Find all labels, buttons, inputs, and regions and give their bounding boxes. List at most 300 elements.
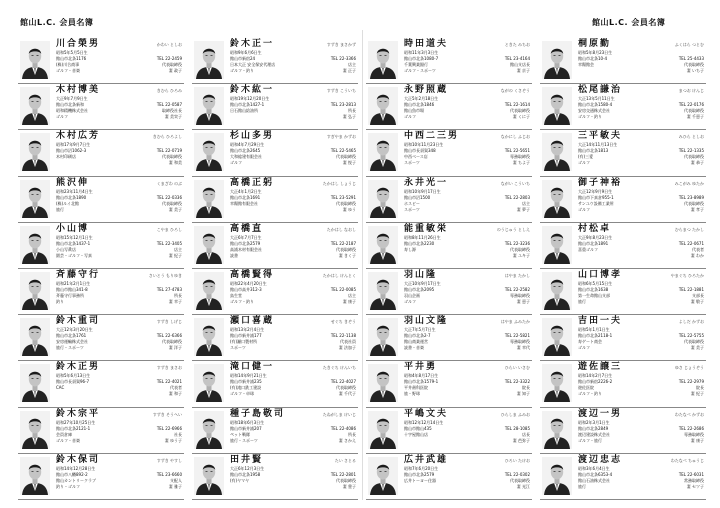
member-company: ペット戦隊 <box>230 431 250 437</box>
member-address: 館山市北条2230 <box>404 240 435 246</box>
member-entry <box>192 454 358 500</box>
member-spouse: 妻 セツ子 <box>686 483 704 489</box>
member-name-reading: はやま ふみたか <box>500 319 530 325</box>
member-company: 昭和精機株式会社 <box>56 108 88 114</box>
member-phone: TEL 22-5651 <box>504 148 530 154</box>
member-spouse: 妻 孝子 <box>690 206 704 212</box>
member-position: 常務取締役 <box>684 477 704 483</box>
portrait-image <box>20 272 50 310</box>
member-name: 高橋直 <box>230 223 264 234</box>
member-phone: TEL 22-0671 <box>678 240 704 246</box>
member-phone: TEL 22-2582 <box>504 287 530 292</box>
member-spouse: 妻 政子 <box>168 68 182 73</box>
member-company: 会員倉庫 <box>56 431 72 437</box>
member-name-reading: すぎやま かずお <box>326 134 356 140</box>
member-position: 社長 <box>174 431 182 437</box>
member-name-reading: たきぐち けんいち <box>322 365 356 371</box>
member-position: 店主 <box>348 62 356 67</box>
member-name-reading: ひろい たけお <box>504 457 530 463</box>
portrait-image <box>194 87 224 125</box>
member-company: (株)ルイ北館 <box>56 200 79 206</box>
member-address: 館山市北条1813 <box>578 148 609 154</box>
member-spouse: 妻 千恵子 <box>686 114 704 120</box>
member-spouse: 妻 美子 <box>168 206 182 212</box>
member-name: 松尾謙治 <box>578 85 623 96</box>
member-name: 川合榮男 <box>56 39 101 49</box>
member-portrait <box>368 411 398 449</box>
directory-column <box>18 38 184 500</box>
member-portrait <box>20 457 50 495</box>
member-address: 館山市新井浦235 <box>230 379 262 385</box>
member-portrait <box>20 180 50 218</box>
portrait-image <box>194 226 224 264</box>
member-spouse: 妻 美子 <box>690 345 704 351</box>
member-info <box>578 86 704 119</box>
member-spouse: 妻 和子 <box>168 391 182 397</box>
member-name-reading: すずき まさかず <box>326 42 356 47</box>
member-position: 代表取締役 <box>336 385 356 391</box>
member-name: 羽山隆 <box>404 270 438 280</box>
member-position: 代表取締役 <box>162 154 182 160</box>
member-company: CAC <box>56 385 65 391</box>
member-name: 杉山多男 <box>230 131 275 142</box>
member-portrait <box>368 87 398 125</box>
member-name: 種子島敬司 <box>230 408 286 419</box>
member-name-reading: はやま たかし <box>504 273 530 278</box>
member-position: 所長 <box>348 108 356 114</box>
member-info <box>578 317 704 350</box>
member-address: 館山市北条1427-1 <box>230 102 265 108</box>
member-hobby: 旅行 <box>578 483 586 489</box>
portrait-image <box>194 457 224 495</box>
member-info <box>404 179 530 212</box>
member-entry <box>540 38 706 84</box>
member-birthdate: 昭和7年6月20日生 <box>404 465 439 471</box>
portrait-image <box>542 318 572 356</box>
portrait-image <box>20 364 50 402</box>
page-title-left: 館山L.C. 会員名簿 <box>20 18 94 27</box>
member-hobby: スポーツ <box>404 160 420 166</box>
member-info <box>230 271 356 304</box>
member-address: 館山市北条1890 <box>56 194 87 200</box>
member-company: 斉藤守行事務所 <box>56 293 84 298</box>
member-phone: TEL 22-5465 <box>330 148 356 154</box>
member-name-reading: わたなべ かずお <box>674 411 704 417</box>
member-spouse: 妻 京子 <box>516 68 530 73</box>
member-position: 店長 <box>522 431 530 437</box>
member-portrait <box>194 318 224 356</box>
member-address: 館山市北条2579 <box>230 240 261 246</box>
member-entry <box>366 315 532 361</box>
member-phone: TEL 22-0176 <box>678 102 704 108</box>
member-portrait <box>542 41 572 79</box>
portrait-image <box>194 41 224 79</box>
member-position: 所長 <box>174 293 182 298</box>
member-phone: TEL 22-0587 <box>156 102 182 108</box>
member-hobby: ゴルフ <box>230 160 242 166</box>
member-address: 館山市北条1638 <box>578 287 609 292</box>
member-spouse: 妻 ちよ子 <box>512 160 530 166</box>
member-hobby: 旅行・スポーツ <box>56 345 84 351</box>
member-position: 館山支店長 <box>510 62 530 67</box>
member-name-reading: すずき しげじ <box>156 319 182 325</box>
member-hobby: 旅行 <box>578 299 586 304</box>
member-birthdate: 昭和5年6月13日生 <box>56 373 91 379</box>
member-portrait <box>20 364 50 402</box>
member-entry <box>540 84 706 130</box>
member-info <box>56 132 182 165</box>
member-info <box>56 456 182 489</box>
member-spouse: 妻 くに子 <box>512 114 530 120</box>
member-info <box>404 132 530 165</box>
member-address: 館山市北条2121-1 <box>56 425 91 431</box>
member-info <box>404 40 530 73</box>
member-company: 鳥生堂 <box>230 293 242 298</box>
member-spouse: 妻 幸代 <box>516 345 530 351</box>
member-info <box>404 225 530 258</box>
member-address: 館山市長須賀96-7 <box>56 379 90 385</box>
member-birthdate: 大正12年3月20日生 <box>56 327 93 333</box>
member-entry <box>366 454 532 500</box>
member-phone: TEL 22-3366 <box>330 56 356 61</box>
member-entry <box>18 315 184 361</box>
member-portrait <box>194 226 224 264</box>
member-hobby: ゴルフ・釣り <box>230 299 254 304</box>
member-portrait <box>542 411 572 449</box>
member-company: 遊佐医院 <box>578 385 594 391</box>
member-entry <box>540 361 706 407</box>
member-position: 専務取締役 <box>510 339 530 345</box>
member-hobby: ゴルフ <box>56 114 68 120</box>
member-portrait <box>194 41 224 79</box>
member-birthdate: 昭和3年6月4日生 <box>578 465 610 471</box>
member-entry <box>192 177 358 223</box>
member-info <box>230 86 356 119</box>
member-name-reading: きむら ひろよし <box>152 134 182 140</box>
member-phone: TEL 22-6366 <box>156 333 182 339</box>
member-address: 館山市北条新和 <box>56 102 84 108</box>
member-hobby: 釣り・ゴルフ <box>56 483 80 489</box>
member-name-reading: ひらしま ふみお <box>500 411 530 417</box>
member-address: 館山市北条2-7 <box>404 333 431 339</box>
member-company: 安房運輸株式会社 <box>56 339 88 345</box>
member-address: 館山市下真倉955-1 <box>578 194 614 200</box>
member-phone: TEL 22-4086 <box>330 425 356 431</box>
member-company: 広井トーヨー住器 <box>404 477 436 483</box>
member-name-reading: ふくはら つとむ <box>674 42 704 47</box>
member-info <box>578 271 704 304</box>
member-spouse: 妻 ゆう <box>342 206 356 212</box>
member-phone: TEL 22-1881 <box>678 287 704 292</box>
member-name-reading: こやま ひろし <box>156 226 182 232</box>
member-position: 代表取締役 <box>684 154 704 160</box>
member-phone: TEL 22-0302 <box>504 471 530 477</box>
member-birthdate: 昭和22年4月20日生 <box>230 281 267 286</box>
member-entry <box>540 408 706 454</box>
member-address: 館山市北条1579-1 <box>404 379 439 385</box>
member-name: 時田道夫 <box>404 39 449 49</box>
member-name-reading: たかはし なおし <box>326 226 356 232</box>
member-birthdate: 昭和4年8月17日生 <box>404 373 439 379</box>
member-position: 代表取締役 <box>336 246 356 252</box>
member-info <box>578 40 704 73</box>
member-position: 代表取締役 <box>684 108 704 114</box>
member-address: 館山市北条1176 <box>56 56 87 61</box>
member-entry <box>18 177 184 223</box>
member-name: 小山博 <box>56 223 90 234</box>
member-portrait <box>194 180 224 218</box>
member-info <box>56 225 182 258</box>
member-spouse: 妻 弘子 <box>342 114 356 120</box>
member-entry <box>366 269 532 315</box>
member-spouse: 妻 康子 <box>690 437 704 443</box>
member-name: 滝口健一 <box>230 362 275 373</box>
member-phone: TEL 22-2686 <box>678 425 704 431</box>
member-hobby: 園芸・ゴルフ・写真 <box>56 252 92 258</box>
member-info <box>56 40 182 73</box>
member-info <box>404 410 530 443</box>
portrait-image <box>20 41 50 79</box>
member-position: 代表取締役 <box>684 200 704 206</box>
member-company: 館山魚市場 <box>404 108 424 114</box>
member-spouse: 妻 紀子 <box>690 391 704 397</box>
member-address: 館山市北条6353-4 <box>578 471 613 477</box>
member-info <box>578 132 704 165</box>
member-spouse: 妻 恭子 <box>690 160 704 166</box>
member-entry <box>366 177 532 223</box>
member-address: 館山市北条1691 <box>230 194 261 200</box>
directory-column <box>366 38 532 500</box>
member-entry <box>366 38 532 84</box>
member-position: 専務取締役 <box>510 154 530 160</box>
member-spouse: 妻 恵子 <box>516 299 530 304</box>
portrait-image <box>368 180 398 218</box>
member-spouse: 妻 ゆう子 <box>164 437 182 443</box>
member-name: 木村広芳 <box>56 131 101 142</box>
member-portrait <box>368 226 398 264</box>
member-portrait <box>20 318 50 356</box>
member-portrait <box>542 180 572 218</box>
member-name-reading: わたなべ ちゅうじ <box>670 457 704 463</box>
member-company: 渡辺建設株式会社 <box>578 431 610 437</box>
member-info <box>404 86 530 119</box>
member-spouse: 妻 幸子 <box>168 299 182 304</box>
member-address: 館山市沼1500 <box>404 194 431 200</box>
member-entry <box>366 408 532 454</box>
portrait-image <box>542 41 572 79</box>
member-spouse: 妻 和美 <box>168 160 182 166</box>
member-portrait <box>368 318 398 356</box>
member-address: 館山市北条2118-1 <box>578 333 613 339</box>
member-birthdate: 昭和27年10月25日生 <box>56 419 96 425</box>
portrait-image <box>20 411 50 449</box>
member-info <box>578 456 704 489</box>
member-name: 平井勇 <box>404 362 438 373</box>
portrait-image <box>368 364 398 402</box>
member-name-reading: たねがしま けいじ <box>322 411 356 417</box>
member-hobby: ゴルフ <box>578 206 590 212</box>
member-birthdate: 昭和15年12月1日生 <box>56 234 93 240</box>
member-birthdate: 昭和8年11月26日生 <box>404 234 441 240</box>
member-info <box>230 363 356 396</box>
member-info <box>404 317 530 350</box>
member-hobby: ゴルフ・卓球 <box>230 391 254 397</box>
portrait-image <box>542 226 572 264</box>
member-phone: TEL 22-0719 <box>156 148 182 154</box>
member-name: 御子神裕 <box>578 177 623 188</box>
member-address: 館山市新宿24 <box>230 56 256 61</box>
member-birthdate: 昭和9年6月6日生 <box>230 50 262 55</box>
portrait-image <box>20 226 50 264</box>
member-birthdate: 昭和14年9月21日生 <box>230 373 267 379</box>
member-portrait <box>368 41 398 79</box>
member-name-reading: さいとう もりゆき <box>148 273 182 278</box>
member-portrait <box>20 41 50 79</box>
member-phone: TEL 22-3322 <box>504 379 530 385</box>
member-spouse: 妻 洋子 <box>168 345 182 351</box>
member-entry <box>18 454 184 500</box>
portrait-image <box>194 180 224 218</box>
portrait-image <box>368 272 398 310</box>
member-company: 日本大正 安全保安代理店 <box>230 62 276 67</box>
member-position: 店主 <box>522 200 530 206</box>
member-info <box>230 456 356 489</box>
member-company: 館山商業運営 <box>404 339 428 345</box>
member-name: 平嶋文夫 <box>404 408 449 419</box>
member-phone: TEL 22-6031 <box>678 471 704 477</box>
member-phone: TEL 22-0085 <box>330 287 356 292</box>
member-name: 渡辺忠志 <box>578 454 623 465</box>
portrait-image <box>542 457 572 495</box>
member-info <box>230 40 356 73</box>
member-company: 羽山企画 <box>404 293 420 298</box>
member-birthdate: 大正5年2月18日生 <box>404 96 439 102</box>
member-spouse: 妻 さかえ <box>338 437 356 443</box>
member-phone: TEL 28-1085 <box>504 425 530 431</box>
member-spouse: 妻 きく子 <box>338 252 356 258</box>
member-birthdate: 大正7年5月7日生 <box>404 327 436 333</box>
member-address: 館山市八幡892-2 <box>56 471 88 477</box>
directory-column <box>192 38 358 500</box>
member-position: 専務取締役 <box>510 293 530 298</box>
member-birthdate: 昭和5年8月23日生 <box>578 50 613 55</box>
member-info <box>230 179 356 212</box>
member-spouse: 妻 夢子 <box>516 206 530 212</box>
member-birthdate: 大正14年11月13日生 <box>578 142 618 148</box>
portrait-image <box>20 87 50 125</box>
portrait-image <box>194 272 224 310</box>
member-phone: TEL 22-2459 <box>156 56 182 61</box>
member-position: 店主 <box>174 246 182 252</box>
member-portrait <box>368 364 398 402</box>
member-name-reading: ときた みちお <box>504 42 530 47</box>
member-entry <box>540 269 706 315</box>
member-entry <box>192 38 358 84</box>
member-spouse: 妻 敬子 <box>690 299 704 304</box>
member-name: 高橋正躬 <box>230 177 275 188</box>
member-position: 支配人 <box>170 477 182 483</box>
member-phone: TEL 22-5821 <box>504 333 530 339</box>
portrait-image <box>368 87 398 125</box>
member-spouse: 妻 法加子 <box>338 345 356 351</box>
member-entry <box>540 454 706 500</box>
member-birthdate: 昭和14年2月7日生 <box>578 373 613 379</box>
member-name-reading: くまざわ のぶ <box>156 180 182 186</box>
member-address: 館山市北条1080-7 <box>404 56 439 61</box>
member-name: 斉藤守行 <box>56 270 101 280</box>
member-info <box>56 271 182 304</box>
member-company: 第一生命館山支部 <box>578 293 610 298</box>
member-address: 館山市館山341-8 <box>56 287 88 292</box>
member-name: 鈴木重司 <box>56 316 101 327</box>
member-entry <box>18 408 184 454</box>
member-info <box>404 271 530 304</box>
member-spouse: 妻 豊子 <box>342 483 356 489</box>
member-name-reading: ながい こういち <box>500 180 530 186</box>
member-hobby: 釣り <box>56 299 64 304</box>
member-birthdate: 昭和19年12月20日生 <box>230 96 270 102</box>
member-name: 高橋賢得 <box>230 270 275 280</box>
member-entry <box>192 130 358 176</box>
member-entry <box>366 84 532 130</box>
directory-column <box>540 38 706 500</box>
member-company: (有)瀬口製材所 <box>230 339 258 345</box>
member-phone: TEL 23-6660 <box>156 471 182 477</box>
member-phone: TEL 22-2187 <box>330 240 356 246</box>
member-info <box>404 363 530 396</box>
member-address: 館山市北条2579 <box>404 471 435 477</box>
portrait-image <box>194 318 224 356</box>
member-spouse: 妻 雅子 <box>168 483 182 489</box>
member-entry <box>540 223 706 269</box>
member-company: 安房交通株式会社 <box>578 108 610 114</box>
member-hobby: 読書・音楽 <box>404 345 424 351</box>
member-hobby: ゴルフ・スポーツ <box>404 68 436 73</box>
member-hobby: ゴルフ・旅行 <box>578 437 602 443</box>
member-hobby: ゴルフ・釣り <box>230 68 254 73</box>
member-birthdate: 昭和17年9月7日生 <box>56 142 91 148</box>
member-company: ホスピー <box>404 200 420 206</box>
member-portrait <box>542 364 572 402</box>
member-entry <box>192 223 358 269</box>
portrait-image <box>20 133 50 171</box>
member-portrait <box>20 87 50 125</box>
member-phone: TEL 22-4027 <box>330 379 356 385</box>
member-name-reading: みこがみ ゆたか <box>674 180 704 186</box>
member-name: 能重敏栄 <box>404 223 449 234</box>
member-name: 村松卓 <box>578 223 612 234</box>
portrait-image <box>368 318 398 356</box>
member-phone: TEL 22-6966 <box>156 425 182 431</box>
member-name-reading: やまぐち ひろたか <box>670 273 704 278</box>
member-company: 寿ゲート商会 <box>578 339 602 345</box>
portrait-image <box>194 411 224 449</box>
member-position: 院長 <box>522 385 530 391</box>
member-position: 代表取締役 <box>684 62 704 67</box>
member-hobby: 読書 <box>230 252 238 258</box>
member-name: 遊佐譲三 <box>578 362 623 373</box>
member-entry <box>366 223 532 269</box>
member-hobby: ゴルフ <box>578 160 590 166</box>
member-portrait <box>20 226 50 264</box>
member-phone: TEL 23-5291 <box>330 194 356 200</box>
member-birthdate: 昭和5年5月5日生 <box>56 50 88 55</box>
portrait-image <box>194 133 224 171</box>
member-name-reading: すずき まさお <box>156 365 182 371</box>
member-info <box>578 225 704 258</box>
member-entry <box>18 38 184 84</box>
member-name: 木村博美 <box>56 85 101 96</box>
